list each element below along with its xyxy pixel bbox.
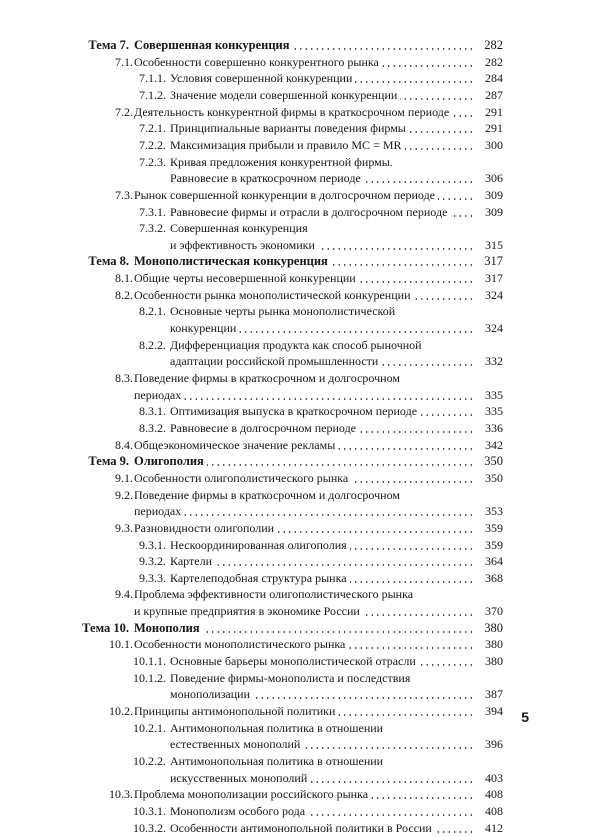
toc-entry-number: 7.2. [115,104,133,119]
toc-entry-row [0,302,503,320]
toc-dot-leader [452,115,474,117]
toc-entry-number: 10.3.2. [133,820,166,835]
toc-page-number: 332 [485,354,503,369]
toc-entry-row [0,153,503,171]
toc-dot-leader [359,281,474,283]
toc-entry-title: Особенности рынка монополистической конкуренции [134,287,411,302]
toc-page-number: 368 [485,570,503,585]
toc-chapter-row [0,36,503,54]
toc-entry-row [0,735,503,753]
toc-entry-title: Дифференциация продукта как способ рыночной [170,337,422,352]
toc-entry-title: Поведение фирмы-монополиста и последствия [170,670,411,685]
toc-entry-number: 8.2.1. [139,304,166,319]
toc-page-number: 380 [485,654,503,669]
toc-entry-row [0,486,503,504]
toc-entry-row [0,169,503,187]
toc-entry-title: периодах [134,504,182,519]
toc-entry-number: 7.2.3. [139,154,166,169]
toc-entry-row [0,269,503,287]
toc-dot-leader [253,697,474,699]
toc-entry-row [0,536,503,554]
toc-entry-row [0,652,503,670]
toc-page-number: 309 [485,187,503,202]
toc-entry-title: и крупные предприятия в экономике России [134,604,360,619]
toc-dot-leader [381,364,474,366]
toc-entry-title: Максимизация прибыли и правило MC = MR [170,137,402,152]
toc-dot-leader [350,581,474,583]
toc-dot-leader [405,148,474,150]
toc-entry-number: 7.3.2. [139,221,166,236]
toc-page-number: 408 [485,787,503,802]
toc-entry-number: 7.1. [115,54,133,69]
toc-entry-number: 8.3. [115,371,133,385]
toc-entry-title: Общие черты несовершенной конкуренции [134,271,356,286]
toc-entry-title: Олигополия [134,454,204,469]
toc-page-number: 309 [485,204,503,219]
toc-page-number: 370 [485,604,503,619]
toc-entry-title: Принципиальные варианты поведения фирмы [170,121,406,136]
toc-entry-row [0,519,503,537]
toc-entry-title: Деятельность конкурентной фирмы в краткосрочном периоде [134,104,450,119]
toc-dot-leader [239,331,474,333]
toc-page-number: 291 [485,121,503,136]
toc-entry-number: 9.3.3. [139,570,166,585]
toc-dot-leader [364,181,474,183]
toc-page-number: 336 [485,420,503,435]
toc-dot-leader [438,198,474,200]
toc-entry-row [0,669,503,687]
toc-entry-number: 9.3.1. [139,537,166,552]
toc-entry-row [0,119,503,137]
toc-dot-leader [331,264,474,266]
toc-entry-row [0,186,503,204]
toc-entry-title: Поведение фирмы в краткосрочном и долгосрочном [134,371,400,385]
toc-entry-number: 9.1. [115,470,133,485]
toc-entry-row [0,402,503,420]
toc-entry-title: Совершенная конкуренция [170,221,308,236]
toc-entry-row [0,219,503,237]
toc-dot-leader [308,814,474,816]
toc-entry-title: Равновесие в долгосрочном периоде [170,420,356,435]
toc-dot-leader [355,81,474,83]
toc-page-number: 324 [485,287,503,302]
toc-page-number: 317 [485,271,503,286]
toc-entry-number: 8.1. [115,271,133,286]
toc-chapter-row [0,619,503,637]
toc-dot-leader [277,531,474,533]
toc-page-number: 408 [485,803,503,818]
toc-page-number: 284 [485,71,503,86]
toc-entry-row [0,502,503,520]
toc-entry-title: Особенности олигополистического рынка [134,470,349,485]
toc-entry-title: Принципы антимонопольной политики [134,704,336,718]
toc-entry-number: 9.2. [115,487,133,502]
toc-entry-title: Равновесие фирмы и отрасли в долгосрочном периоде [170,204,448,219]
toc-dot-leader [435,831,474,833]
toc-entry-row [0,785,503,803]
toc-page-number: 291 [485,104,503,119]
toc-entry-title: Монополистическая конкуренция [134,254,328,269]
toc-entry-row [0,819,503,837]
toc-entry-number: 10.3.1. [133,803,166,818]
toc-dot-leader [184,514,474,516]
toc-entry-number: 8.4. [115,437,133,452]
toc-entry-number: 8.2. [115,287,133,302]
toc-entry-number: Тема 10. [82,620,129,635]
toc-page-number: 315 [485,237,503,252]
toc-dot-leader [371,797,474,799]
toc-entry-row [0,53,503,71]
toc-entry-number: 8.2.2. [139,337,166,352]
toc-page-number: 380 [484,620,503,635]
toc-dot-leader [310,781,474,783]
toc-entry-row [0,702,503,720]
toc-entry-row [0,685,503,703]
toc-entry-row [0,336,503,354]
toc-entry-number: 10.1.2. [133,670,166,685]
toc-entry-title: Разновидности олигополии [134,520,275,535]
toc-dot-leader [414,298,474,300]
toc-dot-leader [348,647,474,649]
toc-dot-leader [203,631,474,633]
toc-entry-number: 8.3.1. [139,404,166,419]
toc-page-number: 364 [485,554,503,569]
toc-entry-row [0,602,503,620]
toc-entry-row [0,386,503,404]
toc-entry-number: 7.3. [115,187,133,202]
toc-entry-number: 7.3.1. [139,204,166,219]
toc-entry-row [0,286,503,304]
toc-page-number: 342 [485,437,503,452]
toc-entry-row [0,136,503,154]
toc-entry-title: Кривая предложения конкурентной фирмы. [170,154,393,169]
toc-entry-title: Равновесие в краткосрочном периоде [170,171,361,186]
toc-entry-title: Совершенная конкуренция [134,38,290,52]
toc-dot-leader [293,48,474,50]
toc-dot-leader [359,431,474,433]
toc-page-number: 287 [485,87,503,102]
toc-entry-row [0,236,503,254]
toc-dot-leader [318,248,474,250]
page-number: 5 [521,709,529,725]
toc-entry-row [0,719,503,737]
toc-entry-title: Особенности монополистического рынка [134,637,346,652]
toc-dot-leader [363,614,474,616]
toc-entry-number: 8.3.2. [139,420,166,435]
toc-entry-title: Картели [170,554,212,569]
toc-page-number: 317 [484,254,503,269]
toc-entry-number: 7.1.2. [139,87,166,102]
toc-page-number: 306 [485,171,503,186]
toc-entry-number: 9.4. [115,587,133,602]
toc-entry-title: Антимонопольная политика в отношении [170,753,384,768]
toc-entry-title: Условия совершенной конкуренции [170,71,353,86]
toc-dot-leader [338,714,474,716]
toc-entry-row [0,86,503,104]
toc-entry-row [0,69,503,87]
toc-entry-title: Нескоординированная олигополия [170,537,347,552]
toc-page-number: 359 [485,537,503,552]
toc-entry-number: 9.3.2. [139,554,166,569]
toc-entry-title: Общеэкономическое значение рекламы [134,437,336,452]
toc-page-number: 396 [485,737,503,752]
toc-entry-row [0,569,503,587]
toc-page-number: 300 [485,137,503,152]
toc-entry-row [0,436,503,454]
toc-page-number: 394 [485,704,503,718]
toc-entry-title: конкуренции [170,321,237,336]
toc-entry-number: 7.1.1. [139,71,166,86]
toc-entry-number: Тема 7. [88,38,129,52]
toc-entry-row [0,419,503,437]
toc-entry-title: Оптимизация выпуска в краткосрочном периоде [170,404,418,419]
toc-dot-leader [350,548,474,550]
toc-page-number: 359 [485,520,503,535]
toc-page-number: 350 [485,470,503,485]
toc-entry-title: Поведение фирмы в краткосрочном и долгосрочном [134,487,400,502]
toc-entry-number: 10.2.2. [133,753,166,768]
toc-dot-leader [409,131,474,133]
toc-entry-title: Проблема монополизации российского рынка [134,787,369,802]
toc-page-number: 335 [485,387,503,402]
toc-entry-number: Тема 8. [88,254,129,269]
toc-dot-leader [382,65,474,67]
toc-entry-row [0,769,503,787]
toc-entry-title: Основные барьеры монополистической отрасли [170,654,416,669]
toc-entry-number: 7.2.2. [139,137,166,152]
toc-page-number: 387 [485,687,503,702]
toc-entry-title: Монополизм особого рода [170,803,306,818]
toc-entry-row [0,203,503,221]
toc-entry-title: Монополия [134,620,200,635]
toc-entry-row [0,369,503,387]
toc-entry-title: Значение модели совершенной конкуренции [170,87,398,102]
toc-page-number: 380 [485,637,503,652]
toc-page-number: 403 [485,770,503,785]
toc-entry-row [0,635,503,653]
toc-entry-title: Антимонопольная политика в отношении [170,720,384,735]
toc-dot-leader [450,215,474,217]
toc-entry-title: Рынок совершенной конкуренции в долгосрочном периоде [134,187,436,202]
toc-dot-leader [351,481,474,483]
toc-page-number: 412 [485,820,503,835]
toc-page-number: 350 [484,454,503,469]
toc-entry-title: адаптации российской промышленности [170,354,379,369]
toc-entry-title: Особенности совершенно конкурентного рынка [134,54,379,69]
toc-dot-leader [215,564,474,566]
toc-entry-row [0,552,503,570]
toc-chapter-row [0,252,503,270]
toc-dot-leader [420,414,474,416]
toc-page-number: 324 [485,321,503,336]
toc-entry-title: искусственных монополий [170,770,308,785]
toc-dot-leader [184,398,474,400]
toc-entry-row [0,103,503,121]
toc-page-number: 282 [485,54,503,69]
toc-entry-row [0,352,503,370]
toc-entry-title: Проблема эффективности олигополистического рынка [134,587,414,602]
toc-entry-title: естественных монополий [170,737,301,752]
toc-page-number: 335 [485,404,503,419]
toc-dot-leader [338,448,474,450]
toc-entry-title: Особенности антимонопольной политики в России [170,820,432,835]
toc-entry-number: 10.1.1. [133,654,166,669]
toc-entry-number: 10.1. [109,637,133,652]
toc-entry-row [0,802,503,820]
toc-entry-row [0,319,503,337]
toc-chapter-row [0,452,503,470]
toc-page-number: 282 [484,38,503,52]
toc-entry-row [0,585,503,603]
toc-dot-leader [207,464,474,466]
toc-entry-title: и эффективность экономики [170,237,315,252]
toc-entry-title: Картелеподобная структура рынка [170,570,347,585]
toc-entry-title: периодах [134,387,182,402]
toc-entry-number: 10.3. [109,787,133,802]
toc-page-number: 353 [485,504,503,519]
toc-entry-row [0,469,503,487]
toc-entry-number: Тема 9. [88,454,129,469]
toc-entry-number: 10.2.1. [133,720,166,735]
toc-entry-number: 9.3. [115,520,133,535]
toc-entry-row [0,752,503,770]
toc-dot-leader [400,98,474,100]
toc-entry-title: монополизации [170,687,251,702]
toc-entry-number: 7.2.1. [139,121,166,136]
toc-dot-leader [419,664,474,666]
toc-dot-leader [303,747,474,749]
toc-entry-title: Основные черты рынка монополистической [170,304,396,319]
toc-entry-number: 10.2. [109,704,133,718]
